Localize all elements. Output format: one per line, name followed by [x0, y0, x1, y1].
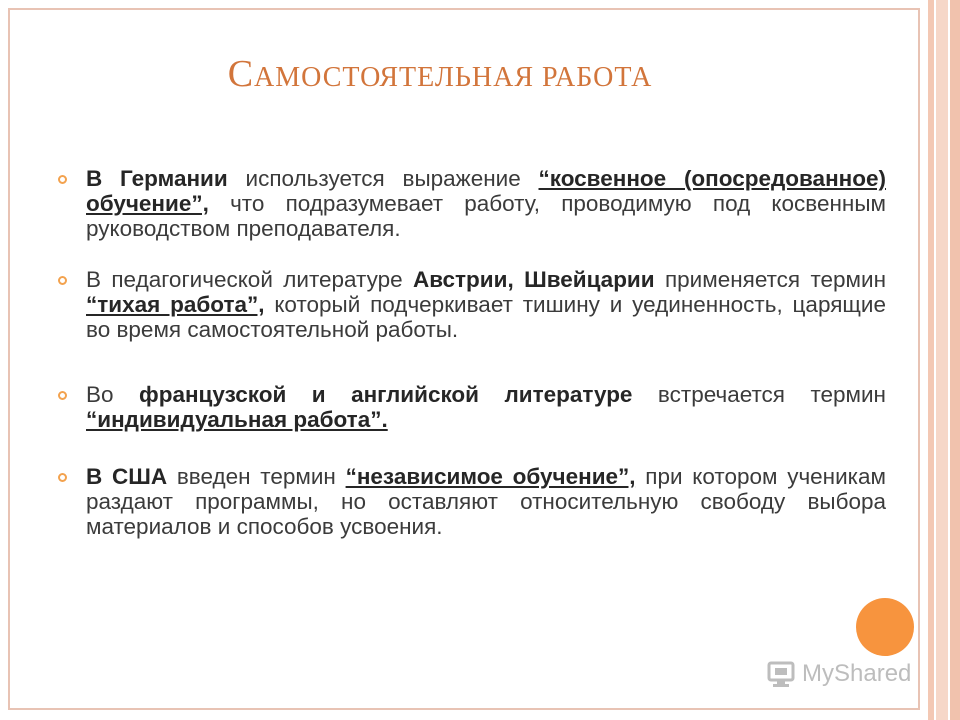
item-text: Во: [86, 382, 140, 407]
item-text: В педагогической литературе: [86, 267, 413, 292]
item-term: “тихая работа”,: [86, 292, 265, 317]
title-first-letter: С: [227, 53, 255, 95]
decorative-orange-circle: [856, 598, 914, 656]
bullet-list: [58, 166, 886, 539]
item-text: встречается термин: [632, 382, 886, 407]
item-text: который подчеркивает тишину и уединенность, царящие во время самостоятельной работы.: [86, 292, 886, 342]
decorative-side-stripes: [920, 0, 960, 720]
bullet-circle-icon: [58, 391, 67, 400]
item-text: при котором ученикам раздают программы, но оставляют относительную свободу выбора материалов и способов усвоения.: [86, 464, 887, 539]
item-text: используется выражение: [227, 166, 539, 191]
item-bold: В США: [86, 464, 168, 489]
item-bold: Австрии, Швейцарии: [413, 267, 655, 292]
list-item-austria: [58, 267, 886, 342]
bullet-circle-icon: [58, 473, 67, 482]
item-term: “независимое обучение”,: [345, 464, 636, 489]
item-text: что подразумевает работу, проводимую под косвенным руководством преподавателя.: [86, 191, 886, 241]
list-item-germany: [58, 166, 886, 241]
item-term: “косвенное (опосредованное) обучение”,: [86, 166, 886, 216]
myshared-logo-icon: [766, 659, 796, 689]
slide-title: [0, 52, 880, 96]
list-item-usa: [58, 464, 886, 539]
myshared-watermark[interactable]: [766, 656, 926, 692]
bullet-circle-icon: [58, 276, 67, 285]
item-bold: французской и английской литературе: [139, 382, 633, 407]
item-term: “индивидуальная работа”.: [86, 407, 388, 432]
list-item-france: [58, 382, 886, 432]
item-text: введен термин: [167, 464, 346, 489]
title-rest: АМОСТОЯТЕЛЬНАЯ РАБОТА: [254, 62, 653, 93]
bullet-circle-icon: [58, 175, 67, 184]
item-bold: В Германии: [86, 166, 228, 191]
item-text: применяется термин: [654, 267, 886, 292]
watermark-text: MyShared: [802, 660, 912, 687]
